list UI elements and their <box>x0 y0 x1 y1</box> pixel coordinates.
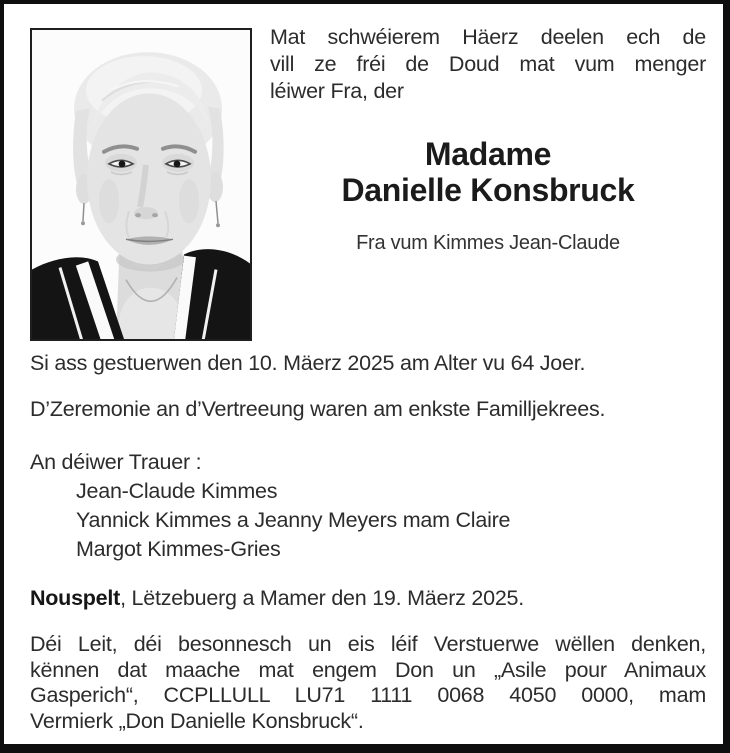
ceremony-line: D’Zeremonie an d’Vertreeung waren am enkste Familljekrees. <box>30 397 606 421</box>
mourner-name: Margot Kimmes-Gries <box>76 537 281 561</box>
donation-line-2: kënnen dat maache mat engem Don un „Asile pour Animaux <box>30 657 706 682</box>
donation-line-3: Gasperich“, CCPLLULL LU71 1111 0068 4050 0000, mam <box>30 683 706 707</box>
deceased-title-block <box>270 136 706 208</box>
intro-text <box>270 24 706 105</box>
donation-text <box>30 632 706 734</box>
dateline-rest: , Lëtzebuerg a Mamer den 19. Mäerz 2025. <box>120 586 524 610</box>
intro-line-2: vill ze fréi de Doud mat vum menger <box>270 52 706 76</box>
donation-line-1: Déi Leit, déi besonnesch un eis léif Verstuerwe wëllen denken, <box>30 632 706 656</box>
mourners-list <box>76 477 706 564</box>
donation-line-4: Vermierk „Don Danielle Konsbruck“. <box>30 708 364 733</box>
portrait-illustration <box>32 30 250 339</box>
portrait-photo <box>30 28 252 341</box>
dateline <box>30 585 706 611</box>
deceased-name: Danielle Konsbruck <box>341 172 635 208</box>
dateline-place: Nouspelt <box>30 586 121 610</box>
death-date-line: Si ass gestuerwen den 10. Mäerz 2025 am Alter vu 64 Joer. <box>30 351 586 375</box>
mourner-name: Yannick Kimmes a Jeanny Meyers mam Claire <box>76 508 511 532</box>
intro-line-1: Mat schwéierem Häerz deelen ech de <box>270 25 706 49</box>
intro-line-3: léiwer Fra, der <box>270 79 404 103</box>
mourner-name: Jean-Claude Kimmes <box>76 479 278 503</box>
spouse-line: Fra vum Kimmes Jean-Claude <box>356 232 620 254</box>
deceased-title: Madame <box>424 136 552 172</box>
mourning-label: An déiwer Trauer : <box>30 450 202 474</box>
